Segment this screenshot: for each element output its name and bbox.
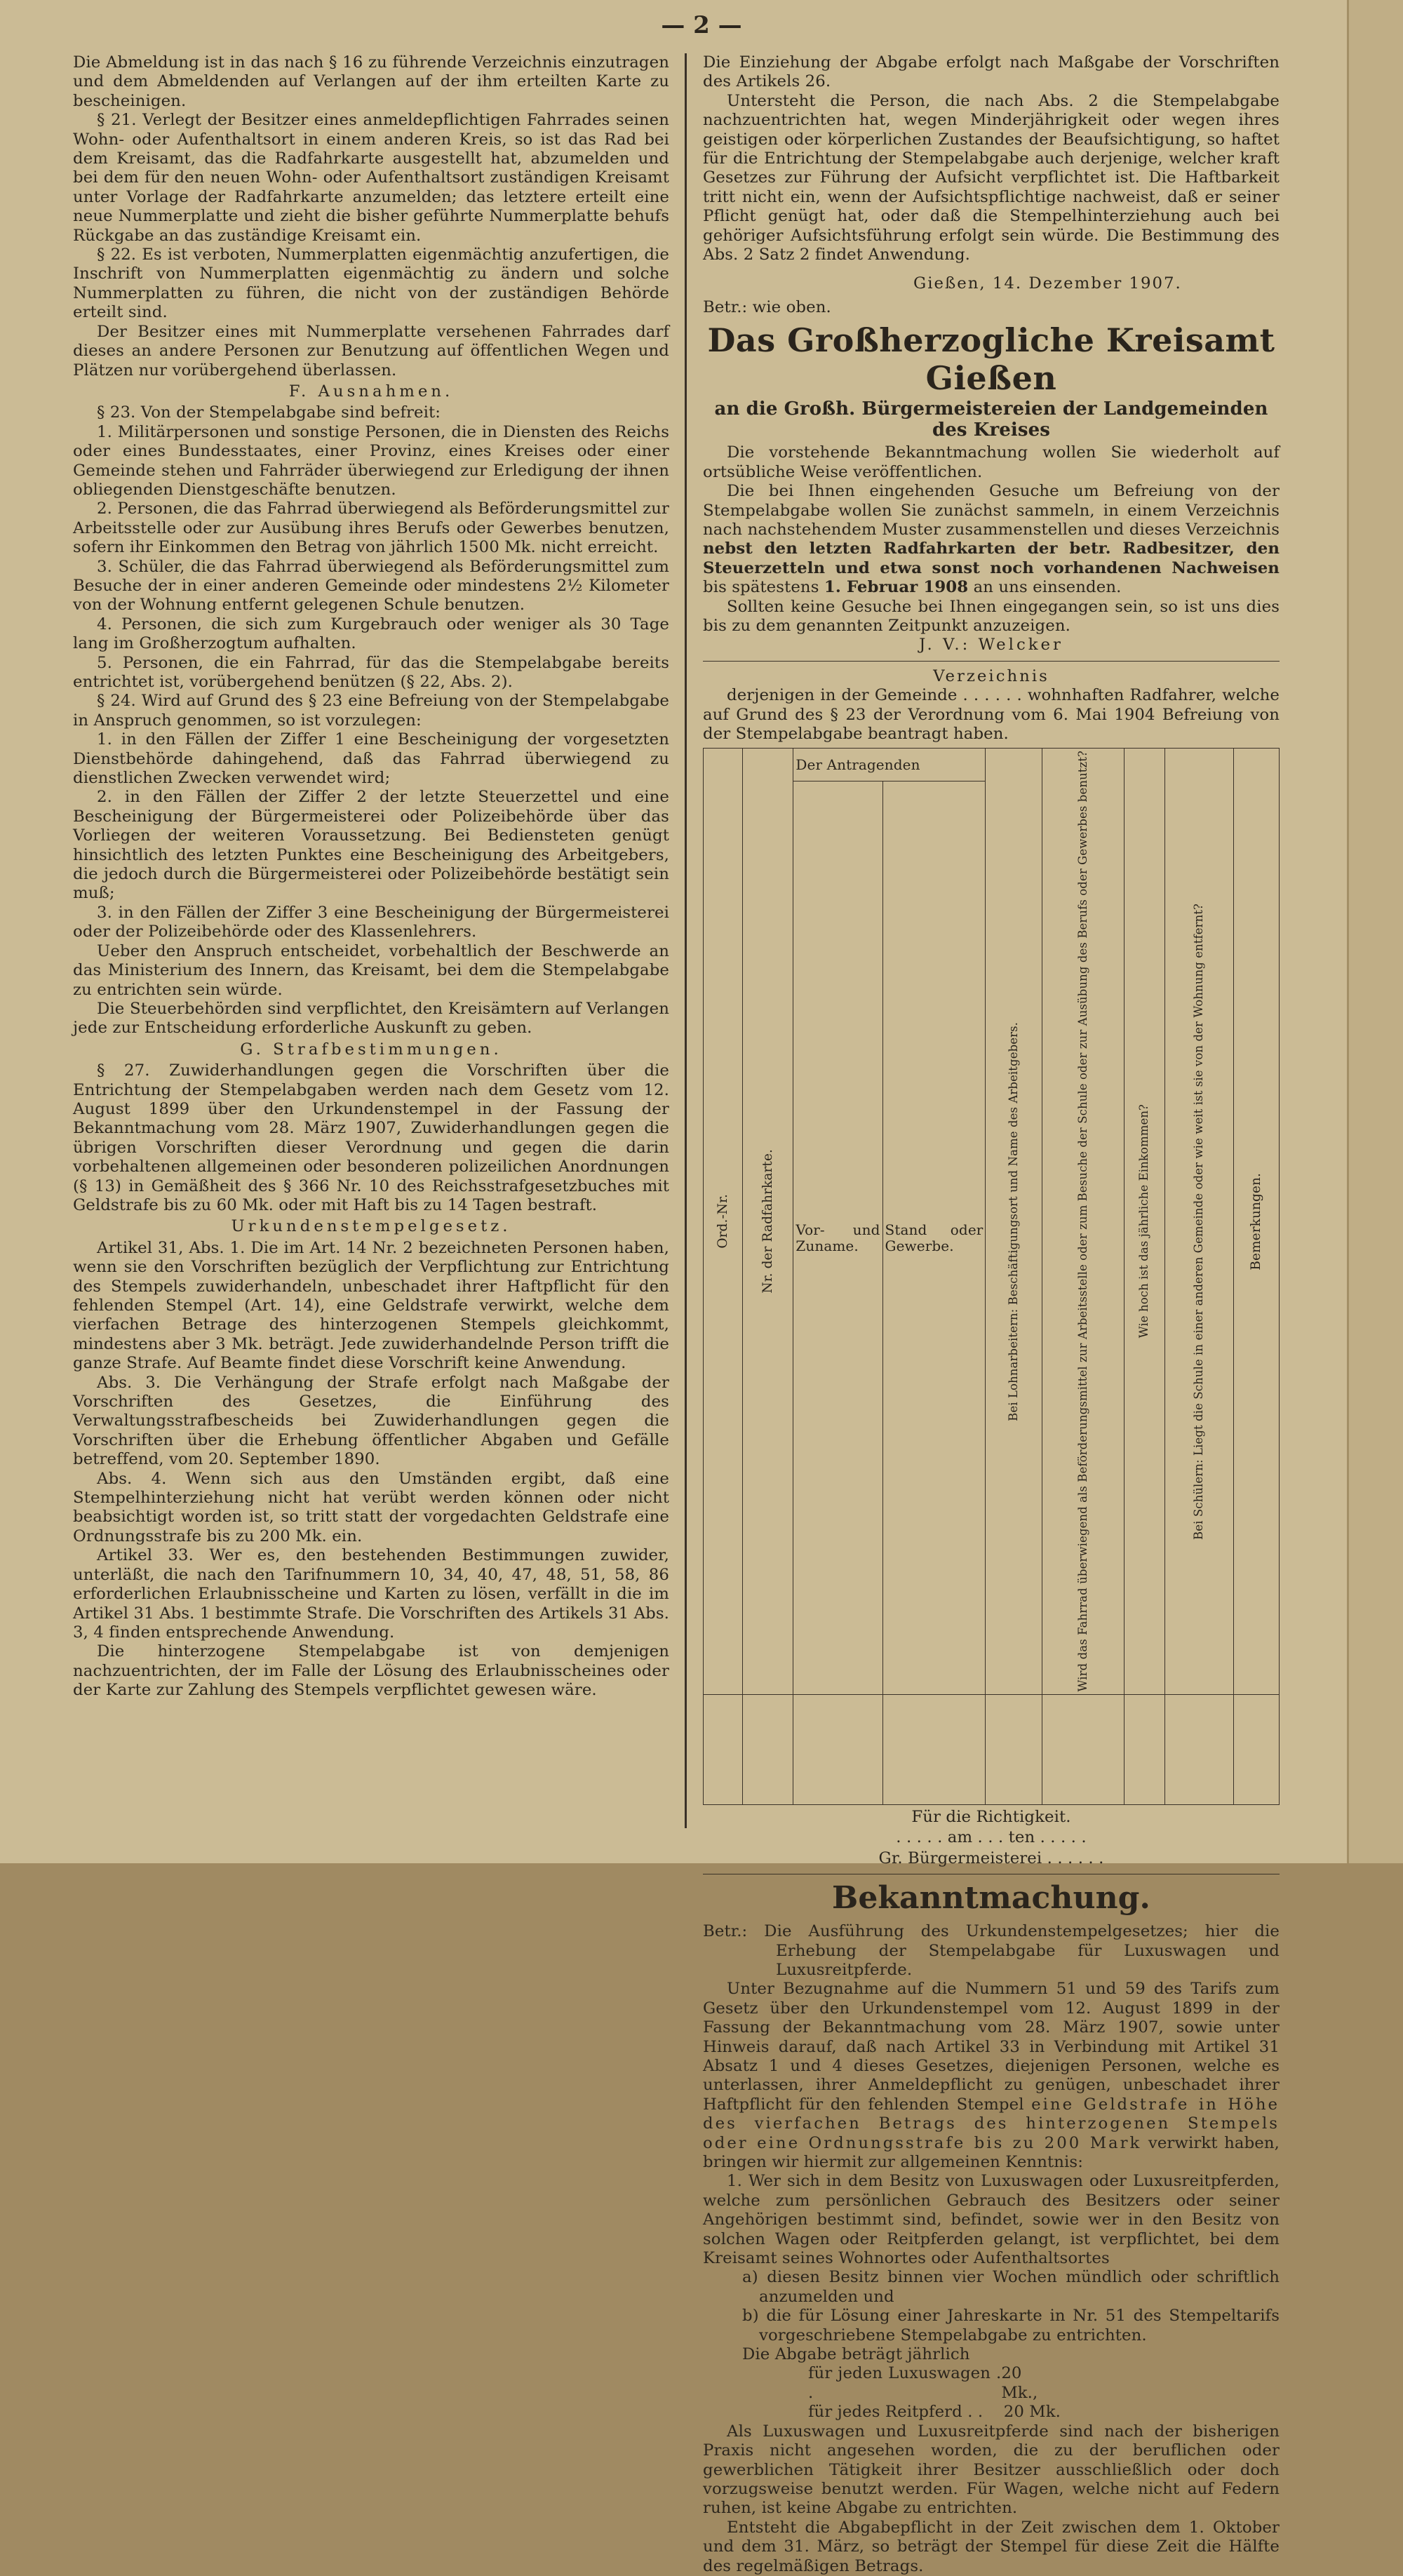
paragraph-par23: § 23. Von der Stempelabgabe sind befreit: [97, 403, 441, 422]
table-header [1164, 749, 1233, 1695]
table-header: Der Antragenden [793, 749, 986, 781]
table-cell [793, 1694, 882, 1804]
table-cell [1164, 1694, 1233, 1804]
table-header: Stand oder Gewerbe. [882, 781, 986, 1695]
table-header [1233, 749, 1280, 1695]
paragraph-instructions [703, 482, 1280, 597]
table-header: Vor- und Zuname. [793, 781, 882, 1695]
section-heading-f: F. Ausnahmen. [288, 382, 454, 401]
authority-heading: Das Großherzogliche Kreisamt Gießen [707, 321, 1275, 398]
addressee-heading: an die Großh. Bürgermeistereien der Landgemeinden des Kreises [714, 398, 1268, 441]
paragraph: Die vorstehende Bekanntmachung wollen Sie wiederholt auf ortsübliche Weise veröffentlichen. [703, 443, 1280, 481]
column-rule [685, 53, 687, 1828]
text-run: Unter Bezugnahme auf die Nummern 51 und 59 des Tarifs zum Gesetz über den Urkundenstempel vom 12. August 1899 in der Fassung der Bekanntmachung vom 28. März 1907, sowie unter Hinweis darauf, daß nach Artikel 33 in Verbindung mit Artikel 31 Absatz 1 und 4 dieses Gesetzes, diejenigen Personen, welche es unterlassen, ihrer Anmeldepflicht zu genügen, unbeschadet ihrer Haftpflicht für den fehlenden Stempel [703, 1980, 1280, 2114]
list-item: 4. Personen, die sich zum Kurgebrauch oder weniger als 30 Tage lang im Großherzogtum aufhalten. [73, 615, 669, 653]
text-run: Die bei Ihnen eingehenden Gesuche um Befreiung von der Stempelabgabe wollen Sie zunächst sammeln, in einem Verzeichnis nach nachstehendem Muster zusammenstellen und dieses Verzeichnis [703, 482, 1280, 539]
list-item: 3. in den Fällen der Ziffer 3 eine Bescheinigung der Bürgermeisterei oder der Polizeibehörde oder des Klassenlehrers. [73, 903, 669, 941]
left-column [73, 53, 669, 1700]
paragraph: Abs. 3. Die Verhängung der Strafe erfolgt nach Maßgabe der Vorschriften des Gesetzes, die Einführung des Verwaltungsstrafbescheids bei Zuwiderhandlungen gegen die Vorschriften über die Erhebung öffentlicher Abgaben und Gefälle betreffend, vom 20. September 1890. [73, 1373, 669, 1469]
betr-line: Betr.: Die Ausführung des Urkundenstempelgesetzes; hier die Erhebung der Stempelabgabe für Luxuswagen und Luxusreitpferde. [703, 1922, 1280, 1979]
table-cell [986, 1694, 1042, 1804]
column-label: Wie hoch ist das jährliche Einkommen? [1137, 1104, 1151, 1339]
list-item: 1. Wer sich in dem Besitz von Luxuswagen oder Luxusreitpferden, welche zum persönlichen Gebrauch des Besitzers oder seiner Angehörigen bestimmt sind, befindet, sowie wer in den Besitz von solchen Wagen oder Reitpferden gelangt, ist verpflichtet, bei dem Kreisamt seines Wohnortes oder Aufenthaltsortes [703, 2172, 1280, 2268]
table-cell [742, 1694, 793, 1804]
table-header [1124, 749, 1164, 1695]
text-run-spaced: eine Geldstrafe in Höhe des vierfachen Betrags des hinterzogenen Stempels oder eine Ordnungsstrafe bis zu 200 Mark [703, 2095, 1280, 2152]
deadline: 1. Februar 1908 [824, 578, 969, 597]
right-column [703, 53, 1280, 2576]
text-run: verwirkt haben, bringen wir hiermit zur allgemeinen Kenntnis: [703, 2133, 1280, 2172]
fee-label: für jedes Reitpferd . . [808, 2403, 984, 2422]
certification-date: . . . . . am . . . ten . . . . . [896, 1828, 1087, 1847]
list-item: 2. Personen, die das Fahrrad überwiegend als Beförderungsmittel zur Arbeitsstelle oder zur Ausübung ihres Berufs oder Gewerbes benutzen, sofern ihr Einkommen den Betrag von jährlich 1500 Mk. nicht erreicht. [73, 499, 669, 557]
page-edge [1347, 0, 1403, 1863]
table-header [742, 749, 793, 1695]
text-run: an uns einsenden. [968, 578, 1122, 597]
fee-row [808, 2403, 1061, 2422]
signature: J. V.: Welcker [919, 636, 1063, 655]
paragraph: Entsteht die Abgabepflicht in der Zeit zwischen dem 1. Oktober und dem 31. März, so beträgt der Stempel für diese Zeit die Hälfte des regelmäßigen Betrags. [703, 2518, 1280, 2575]
table-cell [1042, 1694, 1124, 1804]
announcement-heading: Bekanntmachung. [832, 1880, 1150, 1917]
divider [703, 661, 1280, 662]
fee-label: für jeden Luxuswagen . . [808, 2364, 1002, 2402]
paragraph: Die Einziehung der Abgabe erfolgt nach Maßgabe der Vorschriften des Artikels 26. [703, 53, 1280, 91]
paragraph: Die Abmeldung ist in das nach § 16 zu führende Verzeichnis einzutragen und dem Abmeldenden auf Verlangen auf der ihm erteilten Karte zu bescheinigen. [73, 53, 669, 110]
paragraph: Ueber den Anspruch entscheidet, vorbehaltlich der Beschwerde an das Ministerium des Innern, das Kreisamt, bei dem die Stempelabgabe zu entrichten sein würde. [73, 941, 669, 999]
dateline: Gießen, 14. Dezember 1907. [913, 274, 1182, 293]
certification-label: Für die Richtigkeit. [911, 1807, 1071, 1826]
paragraph-par24: § 24. Wird auf Grund des § 23 eine Befreiung von der Stempelabgabe in Anspruch genommen, so ist vorzulegen: [73, 692, 669, 730]
paragraph-notice [703, 1980, 1280, 2172]
fee-value: 20 Mk., [1001, 2364, 1038, 2402]
verzeichnis-title: Verzeichnis [933, 666, 1049, 685]
table-header [704, 749, 743, 1695]
column-label: Wird das Fahrrad überwiegend als Beförderungsmittel zur Arbeitsstelle oder zum Besuche der Schule oder zur Ausübung des Berufs oder Gewerbes benutzt? [1075, 751, 1089, 1692]
table-row [704, 1694, 1280, 1804]
list-item: b) die für Lösung einer Jahreskarte in Nr. 51 des Stempeltarifs vorgeschriebene Stempelabgabe zu entrichten. [742, 2307, 1280, 2344]
paragraph: Untersteht die Person, die nach Abs. 2 die Stempelabgabe nachzuentrichten hat, wegen Minderjährigkeit oder wegen ihres geistigen oder körperlichen Zustandes der Beaufsichtigung, so haftet für die Entrichtung der Stempelabgabe auch derjenige, welcher kraft Gesetzes zur Führung der Aufsicht verpflichtet ist. Die Haftbarkeit tritt nicht ein, wenn der Aufsichtspflichtige nachweist, daß er seiner Pflicht genügt hat, oder daß die Stempelhinterziehung auch bei gehöriger Aufsichtsführung erfolgt sein würde. Die Bestimmung des Abs. 2 Satz 2 findet Anwendung. [703, 91, 1280, 264]
column-label: Bemerkungen. [1249, 1172, 1264, 1270]
column-label: Bei Schülern: Liegt die Schule in einer anderen Gemeinde oder wie weit ist sie von der Wohnung entfernt? [1192, 903, 1206, 1540]
page-number: — 2 — [661, 11, 742, 39]
column-label: Nr. der Radfahrkarte. [760, 1149, 775, 1294]
table-cell [882, 1694, 986, 1804]
table-cell [1124, 1694, 1164, 1804]
paragraph-par27: § 27. Zuwiderhandlungen gegen die Vorschriften über die Entrichtung der Stempelabgaben werden nach dem Gesetz vom 12. August 1899 über den Urkundenstempel in der Fassung der Bekanntmachung vom 28. März 1907, Zuwiderhandlungen gegen die übrigen Vorschriften dieser Verordnung und gegen die darin vorbehaltenen allgemeinen oder besonderen polizeilichen Anordnungen (§ 13) in Gemäßheit des § 366 Nr. 10 des Reichsstrafgesetzbuches mit Geldstrafe bis zu 60 Mk. oder mit Haft bis zu 14 Tagen bestraft. [73, 1061, 669, 1214]
paragraph: Die Abgabe beträgt jährlich [742, 2345, 970, 2364]
fee-row [808, 2364, 1061, 2403]
betr-line: Betr.: wie oben. [703, 297, 831, 316]
paragraph: Abs. 4. Wenn sich aus den Umständen ergibt, daß eine Stempelhinterziehung nicht hat verübt werden können oder nicht beabsichtigt worden ist, so tritt statt der vorgedachten Geldstrafe eine Ordnungsstrafe bis zu 200 Mk. ein. [73, 1469, 669, 1545]
table-header [1042, 749, 1124, 1695]
verzeichnis-form-table [703, 748, 1280, 1805]
verzeichnis-description: derjenigen in der Gemeinde . . . . . . wohnhaften Radfahrer, welche auf Grund des § 23 der Verordnung vom 6. Mai 1904 Befreiung von der Stempelabgabe beantragt haben. [703, 686, 1280, 743]
text-run-bold: nebst den letzten Radfahrkarten der betr. Radbesitzer, den Steuerzetteln und etwa sonst noch vorhandenen Nachweisen [703, 539, 1280, 577]
paragraph: Sollten keine Gesuche bei Ihnen eingegangen sein, so ist uns dies bis zu dem genannten Zeitpunkt anzuzeigen. [703, 597, 1280, 635]
table-cell [1233, 1694, 1280, 1804]
certification-signature: Gr. Bürgermeisterei . . . . . . [878, 1849, 1104, 1867]
paragraph-par21: § 21. Verlegt der Besitzer eines anmeldepflichtigen Fahrrades seinen Wohn- oder Aufenthaltsort in einem anderen Kreis, so ist das Rad bei dem Kreisamt, das die Radfahrkarte ausgestellt hat, abzumelden und bei dem für den neuen Wohn- oder Aufenthaltsort zuständigen Kreisamt unter Vorlage der Radfahrkarte anzumelden; das letztere erteilt eine neue Nummerplatte und zieht die bisher geführte Nummerplatte behufs Rückgabe an das zuständige Kreisamt ein. [73, 111, 669, 245]
text-run: bis spätestens [703, 578, 824, 597]
list-item: 2. in den Fällen der Ziffer 2 der letzte Steuerzettel und eine Bescheinigung der Bürgermeisterei oder Polizeibehörde über das Vorliegen der weiteren Voraussetzung. Bei Bediensteten genügt hinsichtlich des letzten Punktes eine Bescheinigung des Arbeitgebers, die jedoch durch die Bürgermeisterei oder Polizeibehörde bestätigt sein muß; [73, 788, 669, 903]
paragraph-par22: § 22. Es ist verboten, Nummerplatten eigenmächtig anzufertigen, die Inschrift von Nummerplatten eigenmächtig zu ändern und solche Nummerplatten zu führen, die nicht von der zuständigen Behörde erteilt sind. [73, 246, 669, 322]
list-item: a) diesen Besitz binnen vier Wochen mündlich oder schriftlich anzumelden und [742, 2268, 1280, 2306]
list-item: 1. in den Fällen der Ziffer 1 eine Bescheinigung der vorgesetzten Dienstbehörde dahingehend, daß das Fahrrad überwiegend zu dienstlichen Zwecken verwendet wird; [73, 730, 669, 788]
list-item: 3. Schüler, die das Fahrrad überwiegend als Beförderungsmittel zum Besuche der in einer anderen Gemeinde oder mindestens 2½ Kilometer von der Wohnung entfernt gelegenen Schule benutzen. [73, 557, 669, 615]
table-header-row [704, 749, 1280, 781]
column-label: Bei Lohnarbeitern: Beschäftigungsort und Name des Arbeitgebers. [1007, 1021, 1021, 1421]
paragraph: Als Luxuswagen und Luxusreitpferde sind nach der bisherigen Praxis nicht angesehen worden, die zu der beruflichen oder gewerblichen Tätigkeit ihrer Besitzer ausschließlich oder doch vorzugsweise benutzt werden. Für Wagen, welche nicht auf Federn ruhen, ist keine Abgabe zu entrichten. [703, 2422, 1280, 2518]
table-cell [704, 1694, 743, 1804]
paragraph-art33: Artikel 33. Wer es, den bestehenden Bestimmungen zuwider, unterläßt, die nach den Tarifnummern 10, 34, 40, 47, 48, 51, 58, 86 erforderlichen Erlaubnisscheine und Karten zu lösen, verfällt in die im Artikel 31 Abs. 1 bestimmte Strafe. Die Vorschriften des Artikels 31 Abs. 3, 4 finden entsprechende Anwendung. [73, 1546, 669, 1642]
paragraph: Der Besitzer eines mit Nummerplatte versehenen Fahrrades darf dieses an andere Personen zur Benutzung auf öffentlichen Wegen und Plätzen nur vorübergehend überlassen. [73, 322, 669, 380]
column-label: Ord.-Nr. [715, 1194, 730, 1249]
paragraph: Die Steuerbehörden sind verpflichtet, den Kreisämtern auf Verlangen jede zur Entscheidung erforderliche Auskunft zu geben. [73, 999, 669, 1038]
paragraph: Die hinterzogene Stempelabgabe ist von demjenigen nachzuentrichten, der im Falle der Lösung des Erlaubnisscheines oder der Karte zur Zahlung des Stempels verpflichtet gewesen wäre. [73, 1642, 669, 1700]
table-header [986, 749, 1042, 1695]
section-heading-urkundenstempel: Urkundenstempelgesetz. [231, 1217, 511, 1236]
paragraph-art31: Artikel 31, Abs. 1. Die im Art. 14 Nr. 2 bezeichneten Personen haben, wenn sie den Vorschriften bezüglich der Verpflichtung zur Entrichtung des Stempels zuwiderhandeln, unbeschadet ihrer Haftpflicht für den fehlenden Stempel (Art. 14), eine Geldstrafe verwirkt, welche dem vierfachen Betrage des hinterzogenen Stempels gleichkommt, mindestens aber 3 Mk. beträgt. Jede zuwiderhandelnde Person trifft die ganze Strafe. Auf Beamte findet diese Vorschrift keine Anwendung. [73, 1238, 669, 1373]
list-item: 1. Militärpersonen und sonstige Personen, die in Diensten des Reichs oder eines Bundesstaates, einer Provinz, eines Kreises oder einer Gemeinde stehen und Fahrräder überwiegend zur Erledigung der ihnen obliegenden Dienstgeschäfte benutzen. [73, 422, 669, 499]
list-item: 5. Personen, die ein Fahrrad, für das die Stempelabgabe bereits entrichtet ist, vorübergehend benützen (§ 22, Abs. 2). [73, 653, 669, 691]
fee-value: 20 Mk. [1003, 2403, 1061, 2422]
section-heading-g: G. Strafbestimmungen. [240, 1040, 502, 1059]
